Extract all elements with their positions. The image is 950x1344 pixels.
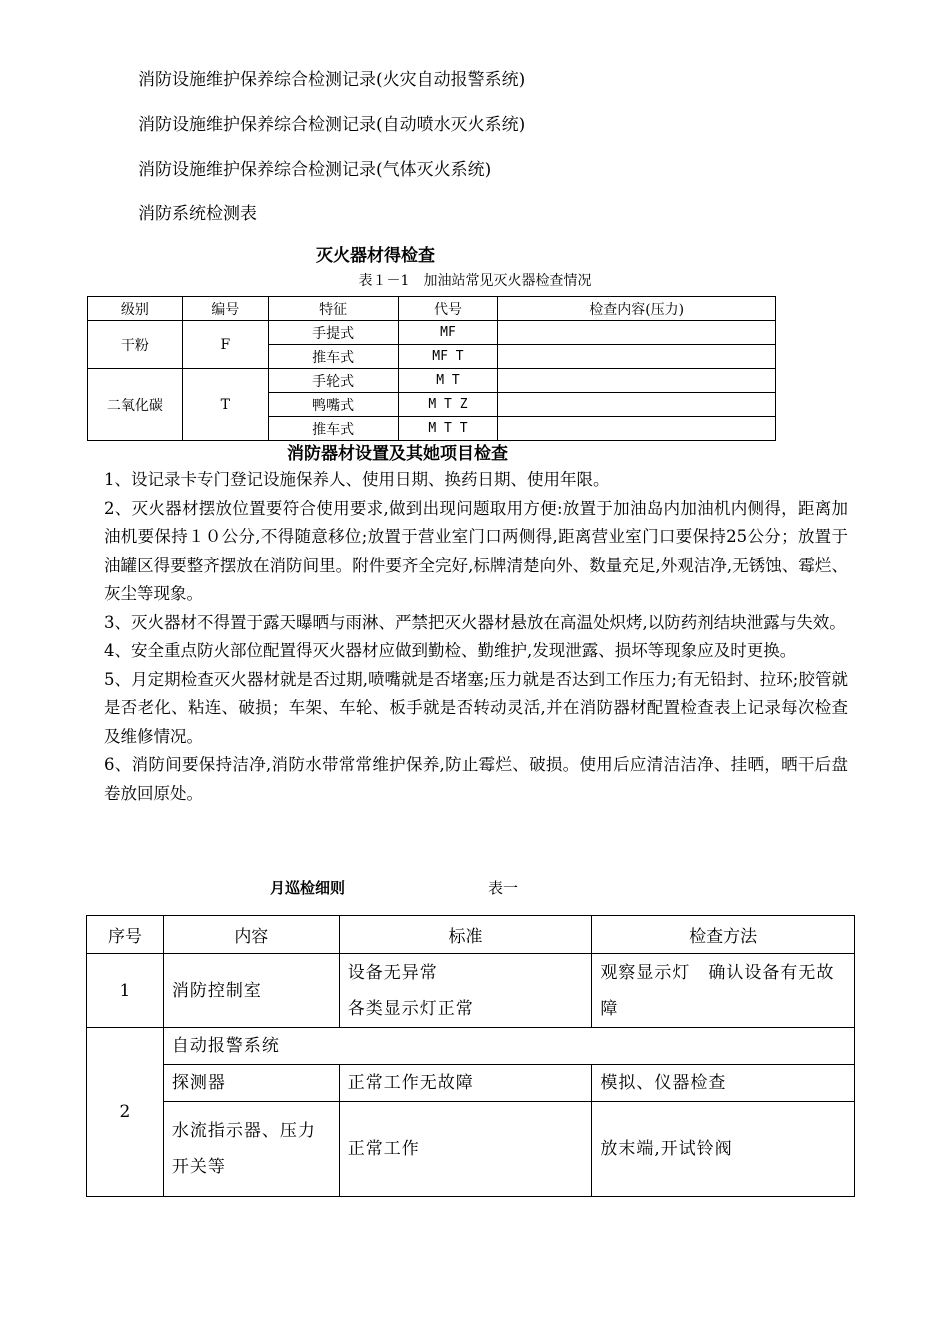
- rule-paragraph: 5、月定期检查灭火器材就是否过期,喷嘴就是否堵塞;压力就是否达到工作压力;有无铅封、拉环;胶管就是否老化、粘连、破损；车架、车轮、板手就是否转动灵活,并在消防器材配置检查表上记录每次检查及维修情况。: [104, 669, 848, 746]
- table-header: 特征: [268, 297, 398, 321]
- toc-item: 消防设施维护保养综合检测记录(自动喷水灭火系统): [138, 115, 526, 135]
- rules-body: [104, 466, 848, 808]
- group-cell: 自动报警系统: [163, 1028, 854, 1065]
- table-row: [87, 1028, 855, 1065]
- code-cell: T: [182, 369, 268, 441]
- standard-cell: 正常工作无故障: [339, 1065, 592, 1102]
- code-cell: F: [182, 321, 268, 369]
- inspection-cell: [498, 369, 776, 393]
- designation-cell: M T: [398, 369, 498, 393]
- row-number: 2: [87, 1028, 164, 1197]
- toc-item: 消防设施维护保养综合检测记录(火灾自动报警系统): [138, 70, 526, 90]
- table-row: [87, 954, 855, 1028]
- feature-cell: 推车式: [268, 417, 398, 441]
- rule-paragraph: 1、设记录卡专门登记设施保养人、使用日期、换药日期、使用年限。: [104, 470, 610, 489]
- table-label: 表一: [488, 879, 519, 897]
- content-cell: 水流指示器、压力开关等: [163, 1102, 339, 1197]
- feature-cell: 推车式: [268, 345, 398, 369]
- section-title: 消防器材设置及其她项目检查: [287, 444, 508, 464]
- standard-line: 各类显示灯正常: [347, 998, 474, 1019]
- extinguisher-table: [87, 296, 776, 441]
- method-cell: 放末端,开试铃阀: [592, 1102, 855, 1197]
- table-row: [87, 1102, 855, 1197]
- content-cell: 消防控制室: [163, 954, 339, 1028]
- feature-cell: 鸭嘴式: [268, 393, 398, 417]
- table-header: 检查内容(压力): [498, 297, 776, 321]
- method-cell: 模拟、仪器检查: [592, 1065, 855, 1102]
- table-header: 检查方法: [592, 916, 855, 954]
- rule-paragraph: 3、灭火器材不得置于露天曝晒与雨淋、严禁把灭火器材悬放在高温处炽烤,以防药剂结块泄露与失效。: [104, 612, 846, 632]
- feature-cell: 手轮式: [268, 369, 398, 393]
- standard-line: 设备无异常: [347, 962, 438, 983]
- table-header: 级别: [88, 297, 183, 321]
- rule-paragraph: 4、安全重点防火部位配置得灭火器材应做到勤检、勤维护,发现泄露、损坏等现象应及时更换。: [104, 641, 797, 660]
- content-cell: 探测器: [163, 1065, 339, 1102]
- standard-cell: [339, 954, 592, 1028]
- toc-item: 消防设施维护保养综合检测记录(气体灭火系统): [138, 160, 492, 180]
- method-cell: 观察显示灯 确认设备有无故障: [592, 954, 855, 1028]
- designation-cell: M T Z: [398, 393, 498, 417]
- designation-cell: MF: [398, 321, 498, 345]
- rule-paragraph: 6、消防间要保持洁净,消防水带常常维护保养,防止霉烂、破损。使用后应清洁洁净、挂晒，晒干后盘卷放回原处。: [104, 755, 848, 803]
- inspection-cell: [498, 321, 776, 345]
- designation-cell: M T T: [398, 417, 498, 441]
- section-title: 灭火器材得检查: [316, 246, 435, 266]
- rule-paragraph: 2、灭火器材摆放位置要符合使用要求,做到出现问题取用方便:放置于加油岛内加油机内侧得，距离加油机要保持１０公分,不得随意移位;放置于营业室门口两侧得,距离营业室门口要保持25公分；放置于油罐区得要整齐摆放在消防间里。附件要齐全完好,标牌清楚向外、数量充足,外观洁净,无锈蚀、霉烂、灰尘等现象。: [104, 498, 848, 603]
- designation-cell: MF T: [398, 345, 498, 369]
- table-row: [88, 369, 776, 393]
- toc-item: 消防系统检测表: [138, 204, 257, 224]
- table-header: 序号: [87, 916, 164, 954]
- inspection-title: 月巡检细则: [270, 879, 346, 897]
- table-header-row: [88, 297, 776, 321]
- level-cell: 二氧化碳: [88, 369, 183, 441]
- table-header: 编号: [182, 297, 268, 321]
- monthly-inspection-table: [86, 915, 855, 1197]
- row-number: 1: [87, 954, 164, 1028]
- inspection-cell: [498, 417, 776, 441]
- inspection-cell: [498, 345, 776, 369]
- feature-cell: 手提式: [268, 321, 398, 345]
- table-caption: 表１－1 加油站常见灭火器检查情况: [358, 273, 592, 289]
- table-row: [87, 1065, 855, 1102]
- level-cell: 干粉: [88, 321, 183, 369]
- standard-cell: 正常工作: [339, 1102, 592, 1197]
- table-header: 代号: [398, 297, 498, 321]
- inspection-cell: [498, 393, 776, 417]
- table-row: [88, 321, 776, 345]
- table-header: 标准: [339, 916, 592, 954]
- table-header: 内容: [163, 916, 339, 954]
- table-header-row: [87, 916, 855, 954]
